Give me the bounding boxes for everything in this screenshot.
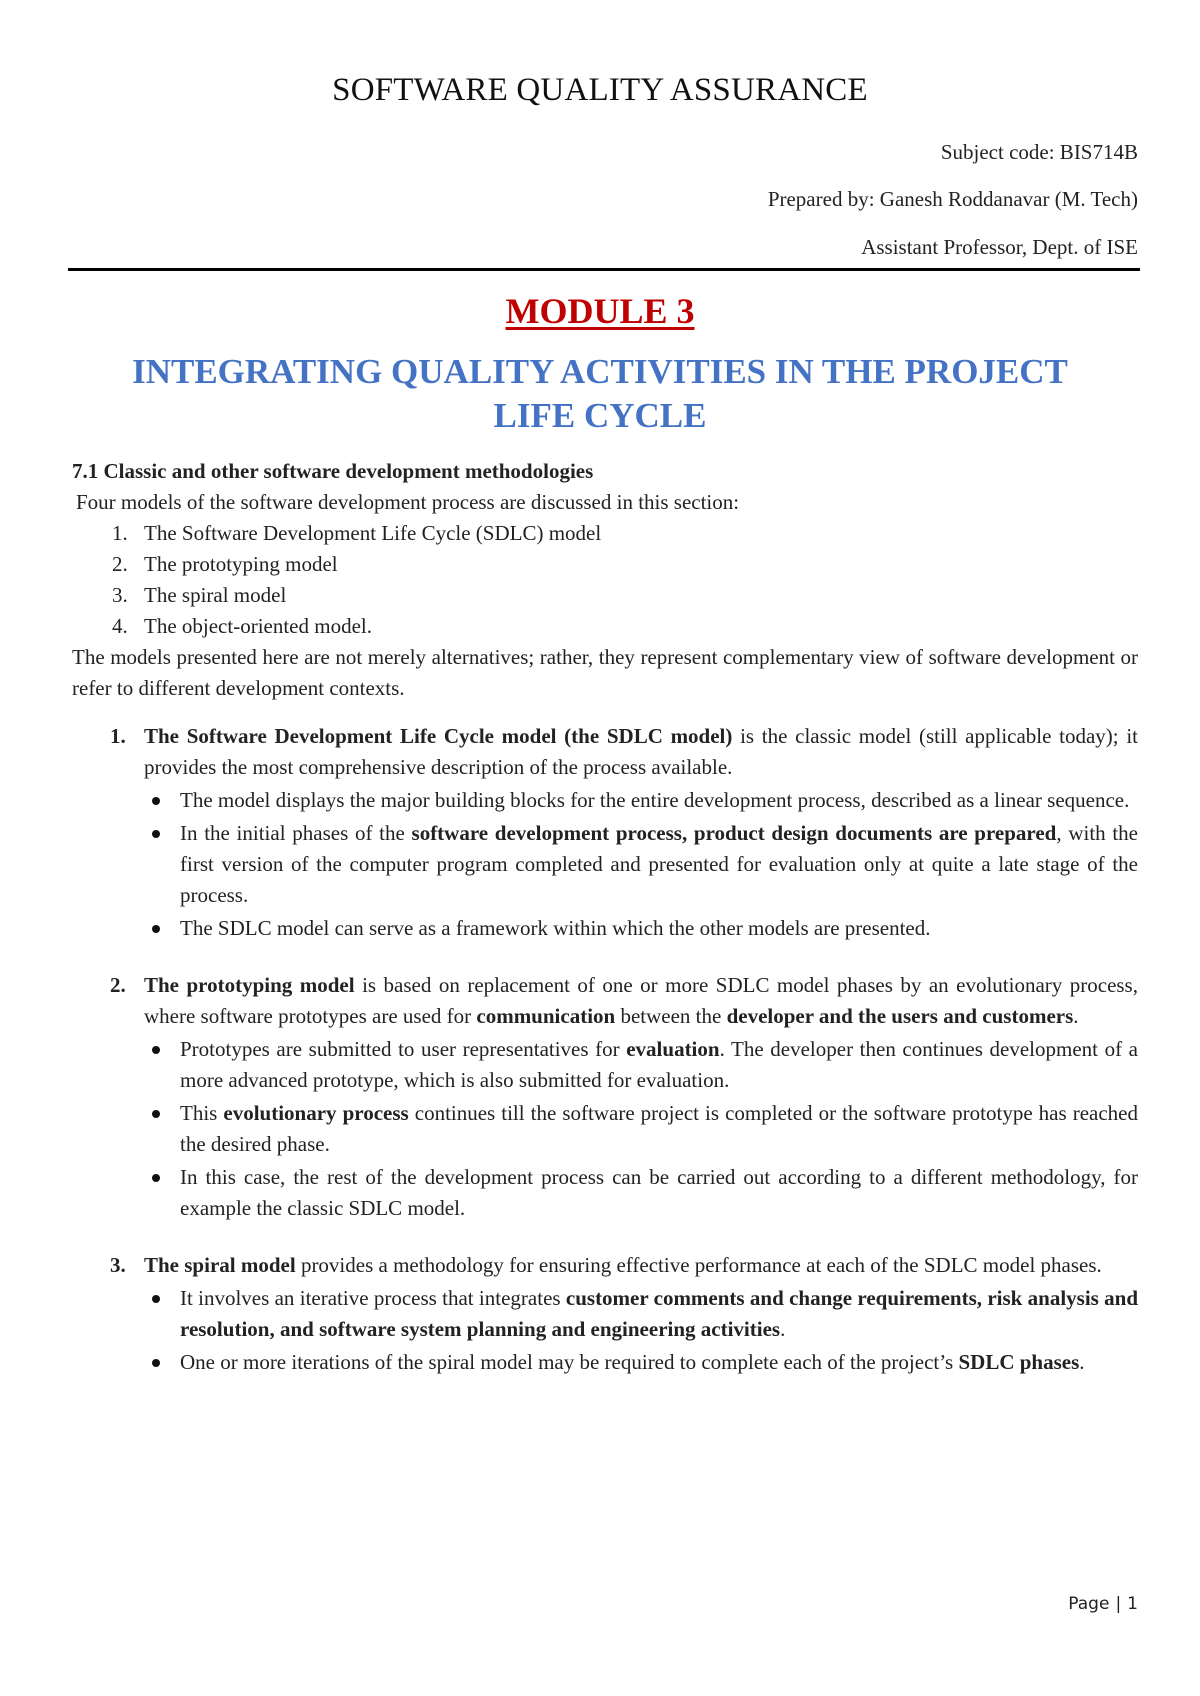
list-item: This evolutionary process continues till the software project is completed or the software prototype has reached the desired phase. [144,1098,1138,1160]
prototyping-bullets [144,1034,1138,1224]
section-heading: 7.1 Classic and other software development methodologies [72,459,594,483]
header-divider [68,268,1140,271]
spiral-bullets [144,1283,1138,1378]
page-footer [1068,1594,1138,1614]
module-title: INTEGRATING QUALITY ACTIVITIES IN THE PROJECT LIFE CYCLE [132,352,1068,435]
list-item: 1. The Software Development Life Cycle (SDLC) model [112,521,602,545]
list-item: Prototypes are submitted to user representatives for evaluation. The developer then continues development of a more advanced prototype, which is also submitted for evaluation. [144,1034,1138,1096]
document-title: SOFTWARE QUALITY ASSURANCE [332,72,868,108]
subject-code: Subject code: BIS714B [940,140,1138,164]
model-spiral: 3. The spiral model provides a methodology for ensuring effective performance at each of the SDLC model phases. It involves an iterative process that integrates customer comments and change requirements, risk analysis and resolution, and software system planning and engineering activities. One or more iterations of the spiral model may be required to complete each of the project’s SDLC phases. [72,1250,1138,1378]
list-item: One or more iterations of the spiral model may be required to complete each of the project’s SDLC phases. [144,1347,1138,1378]
list-item: The model displays the major building blocks for the entire development process, described as a linear sequence. [144,785,1138,816]
list-item: It involves an iterative process that integrates customer comments and change requirements, risk analysis and resolution, and software system planning and engineering activities. [144,1283,1138,1345]
model-prototyping: 2. The prototyping model is based on replacement of one or more SDLC model phases by an evolutionary process, where software prototypes are used for communication between the developer and the users and customers. Prototypes are submitted to user representatives for evaluation. The developer then continues development of a more advanced prototype, which is also submitted for evaluation. This evolutionary process continues till the software project is completed or the software prototype has reached the desired phase. In this case, the rest of the development process can be carried out according to a different methodology, for example the classic SDLC model. [72,970,1138,1224]
model-sdlc: 1. The Software Development Life Cycle model (the SDLC model) is the classic model (still applicable today); it provides the most comprehensive description of the process available. The model displays the major building blocks for the entire development process, described as a linear sequence. In the initial phases of the software development process, product design documents are prepared, with the first version of the computer program completed and presented for evaluation only at quite a late stage of the process. The SDLC model can serve as a framework within which the other models are presented. [72,721,1138,944]
page-label: Page [1068,1594,1110,1614]
module-label: MODULE 3 [505,291,695,331]
models-list [72,518,1138,642]
section-summary: The models presented here are not merely alternatives; rather, they represent complementary view of software development or refer to different development contexts. [72,645,1138,700]
content-body [72,456,1138,1378]
page-number: 1 [1127,1594,1138,1614]
list-item: The SDLC model can serve as a framework within which the other models are presented. [144,913,1138,944]
designation: Assistant Professor, Dept. of ISE [861,235,1138,259]
list-item: 3. The spiral model [112,583,287,607]
list-item: 2. The prototyping model [112,552,338,576]
list-item: In this case, the rest of the development process can be carried out according to a different methodology, for example the classic SDLC model. [144,1162,1138,1224]
section-intro: Four models of the software development process are discussed in this section: [76,490,740,514]
list-item: In the initial phases of the software development process, product design documents are prepared, with the first version of the computer program completed and presented for evaluation only at quite a late stage of the process. [144,818,1138,911]
sdlc-bullets [144,785,1138,944]
list-item: 4. The object-oriented model. [112,614,372,638]
prepared-by: Prepared by: Ganesh Roddanavar (M. Tech) [767,187,1138,211]
footer-separator: | [1115,1594,1122,1614]
